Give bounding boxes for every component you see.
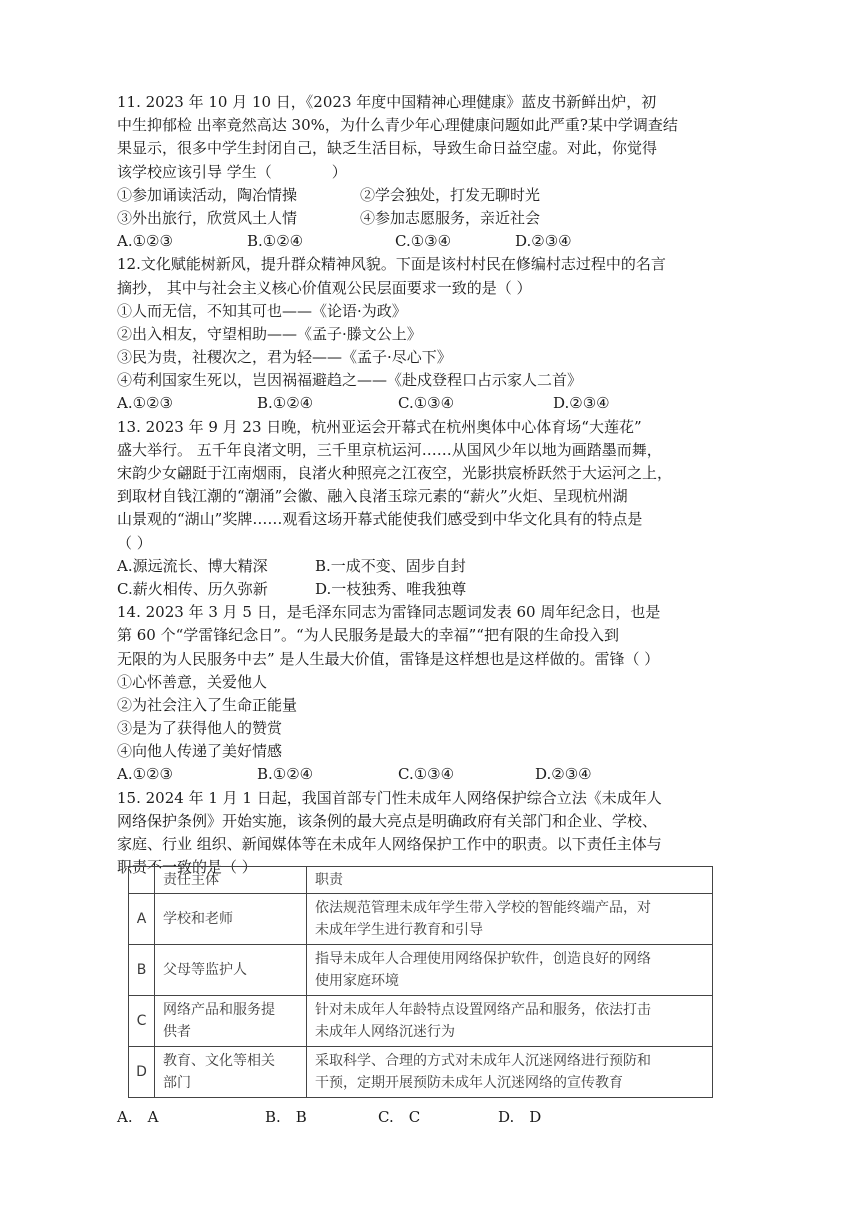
cell-line: 父母等监护人	[163, 962, 247, 978]
cell-line: 部门	[163, 1075, 191, 1091]
question-text: （ ）	[117, 533, 152, 552]
row-letter: B	[129, 945, 155, 996]
responsibility-table	[128, 866, 713, 1098]
answer-options	[117, 1105, 757, 1129]
question-text: 网络保护条例》开始实施，该条例的最大亮点是明确政府有关部门和企业、学校、	[117, 811, 658, 830]
question-11	[117, 91, 757, 253]
question-text: 职责不一致的是（ ）	[117, 858, 257, 877]
cell-line: 针对未成年人年龄特点设置网络产品和服务，依法打击	[315, 1002, 651, 1018]
cell-line: 使用家庭环境	[315, 973, 399, 989]
question-text: 无限的为人民服务中去” 是人生最大价值，雷锋是这样想也是这样做的。雷锋（ ）	[117, 649, 660, 668]
question-text: 到取材自钱江潮的“潮涌”会徽、融入良渚玉琮元素的“薪火”火炬、呈现杭州湖	[117, 487, 628, 506]
option-d[interactable]: D. D	[498, 1108, 542, 1126]
table-row	[129, 945, 713, 996]
option-c[interactable]: C.①③④	[398, 765, 455, 784]
question-14	[117, 601, 757, 787]
row-letter: A	[129, 894, 155, 945]
option-b[interactable]: B.一成不变、固步自封	[315, 556, 466, 575]
statement-item: ②学会独处，打发无聊时光	[360, 185, 541, 204]
question-text: 13. 2023 年 9 月 23 日晚，杭州亚运会开幕式在杭州奥体中心体育场“大莲花”	[117, 417, 642, 436]
duty-cell	[307, 894, 713, 945]
cell-line: 学校和老师	[163, 911, 233, 927]
subject-cell	[155, 1047, 307, 1098]
answer-options	[117, 555, 757, 578]
statement-pair	[117, 184, 757, 207]
question-13	[117, 416, 757, 602]
subject-cell	[155, 996, 307, 1047]
statement-item: ②出入相友，守望相助——《孟子·滕文公上》	[117, 324, 422, 343]
option-d[interactable]: D.②③④	[515, 232, 572, 251]
row-letter: C	[129, 996, 155, 1047]
cell-line: 依法规范管理未成年学生带入学校的智能终端产品，对	[315, 900, 651, 916]
question-text: 中生抑郁检 出率竟然高达 30%，为什么青少年心理健康问题如此严重?某中学调查结	[117, 116, 678, 135]
option-c[interactable]: C. C	[378, 1108, 421, 1126]
statement-item: ①心怀善意，关爱他人	[117, 672, 268, 691]
statement-item: ①人而无信，不知其可也——《论语·为政》	[117, 301, 407, 320]
question-text: 14. 2023 年 3 月 5 日，是毛泽东同志为雷锋同志题词发表 60 周年纪念日，也是	[117, 603, 661, 622]
cell-line: 教育、文化等相关	[163, 1053, 275, 1069]
duty-cell	[307, 1047, 713, 1098]
option-a[interactable]: A.①②③	[117, 765, 173, 784]
option-c[interactable]: C.①③④	[398, 394, 455, 413]
statement-item: ④苟利国家生死以，岂因祸福避趋之——《赴戍登程口占示家人二首》	[117, 371, 583, 390]
option-b[interactable]: B.①②④	[257, 394, 314, 413]
answer-options	[117, 392, 757, 415]
statement-item: ③外出旅行，欣赏风土人情	[117, 208, 298, 227]
table-header-cell: 责任主体	[155, 867, 307, 894]
table-row	[129, 1047, 713, 1098]
answer-options	[117, 578, 757, 601]
option-a[interactable]: A.源远流长、博大精深	[117, 556, 268, 575]
statement-item: ①参加诵读活动，陶冶情操	[117, 185, 298, 204]
table-header-cell: 职责	[307, 867, 713, 894]
table-row	[129, 996, 713, 1047]
statement-item: ②为社会注入了生命正能量	[117, 695, 298, 714]
statement-item: ④参加志愿服务，亲近社会	[360, 208, 541, 227]
subject-cell	[155, 945, 307, 996]
statement-item: ③是为了获得他人的赞赏	[117, 719, 283, 738]
cell-line: 采取科学、合理的方式对未成年人沉迷网络进行预防和	[315, 1053, 651, 1069]
option-d[interactable]: D.一枝独秀、唯我独尊	[315, 579, 467, 598]
cell-line: 干预，定期开展预防未成年人沉迷网络的宣传教育	[315, 1075, 623, 1091]
statement-item: ④向他人传递了美好情感	[117, 742, 283, 761]
cell-line: 网络产品和服务提	[163, 1002, 275, 1018]
option-b[interactable]: B.①②④	[257, 765, 314, 784]
question-text: 果显示，很多中学生封闭自己，缺乏生活目标，导致生命日益空虚。对此，你觉得	[117, 139, 658, 158]
table-row	[129, 894, 713, 945]
question-text: 11. 2023 年 10 月 10 日，《2023 年度中国精神心理健康》蓝皮书新鲜出炉，初	[117, 93, 657, 111]
question-text: 宋韵少女翩跹于江南烟雨，良渚火种照亮之江夜空，光影拱宸桥跃然于大运河之上，	[117, 464, 673, 482]
question-text: 家庭、行业 组织、新闻媒体等在未成年人网络保护工作中的职责。以下责任主体与	[117, 835, 662, 853]
question-text: 第 60 个“学雷锋纪念日”。“为人民服务是最大的幸福”“把有限的生命投入到	[117, 626, 619, 645]
option-a[interactable]: A.①②③	[117, 394, 173, 413]
question-text: 该学校应该引导 学生（ ）	[117, 162, 347, 181]
question-text: 摘抄， 其中与社会主义核心价值观公民层面要求一致的是（ ）	[117, 278, 532, 297]
option-c[interactable]: C.薪火相传、历久弥新	[117, 579, 268, 598]
duty-cell	[307, 996, 713, 1047]
statement-pair	[117, 207, 757, 230]
option-b[interactable]: B.①②④	[247, 232, 304, 251]
cell-line: 供者	[163, 1024, 191, 1040]
option-a[interactable]: A.①②③	[117, 232, 173, 251]
question-text: 12.文化赋能树新风，提升群众精神风貌。下面是该村村民在修编村志过程中的名言	[117, 255, 666, 274]
answer-options	[117, 763, 757, 786]
option-b[interactable]: B. B	[265, 1108, 307, 1126]
statement-item: ③民为贵，社稷次之，君为轻——《孟子·尽心下》	[117, 348, 452, 367]
table-header-cell	[129, 867, 155, 894]
question-text: 盛大举行。 五千年良渚文明，三千里京杭运河……从国风少年以地为画踏墨而舞，	[117, 440, 662, 459]
duty-cell	[307, 945, 713, 996]
subject-cell	[155, 894, 307, 945]
exam-page	[117, 91, 757, 879]
row-letter: D	[129, 1047, 155, 1098]
cell-line: 未成年学生进行教育和引导	[315, 922, 483, 938]
option-c[interactable]: C.①③④	[395, 232, 452, 251]
option-d[interactable]: D.②③④	[535, 765, 592, 784]
question-text: 山景观的“湖山”奖牌……观看这场开幕式能使我们感受到中华文化具有的特点是	[117, 510, 643, 529]
option-a[interactable]: A. A	[117, 1108, 159, 1126]
option-d[interactable]: D.②③④	[553, 394, 610, 413]
answer-options	[117, 230, 757, 253]
question-12	[117, 253, 757, 415]
cell-line: 指导未成年人合理使用网络保护软件，创造良好的网络	[315, 951, 651, 967]
cell-line: 未成年人网络沉迷行为	[315, 1024, 455, 1040]
table-header-row	[129, 867, 713, 894]
question-text: 15. 2024 年 1 月 1 日起，我国首部专门性未成年人网络保护综合立法《未成年人	[117, 788, 662, 807]
